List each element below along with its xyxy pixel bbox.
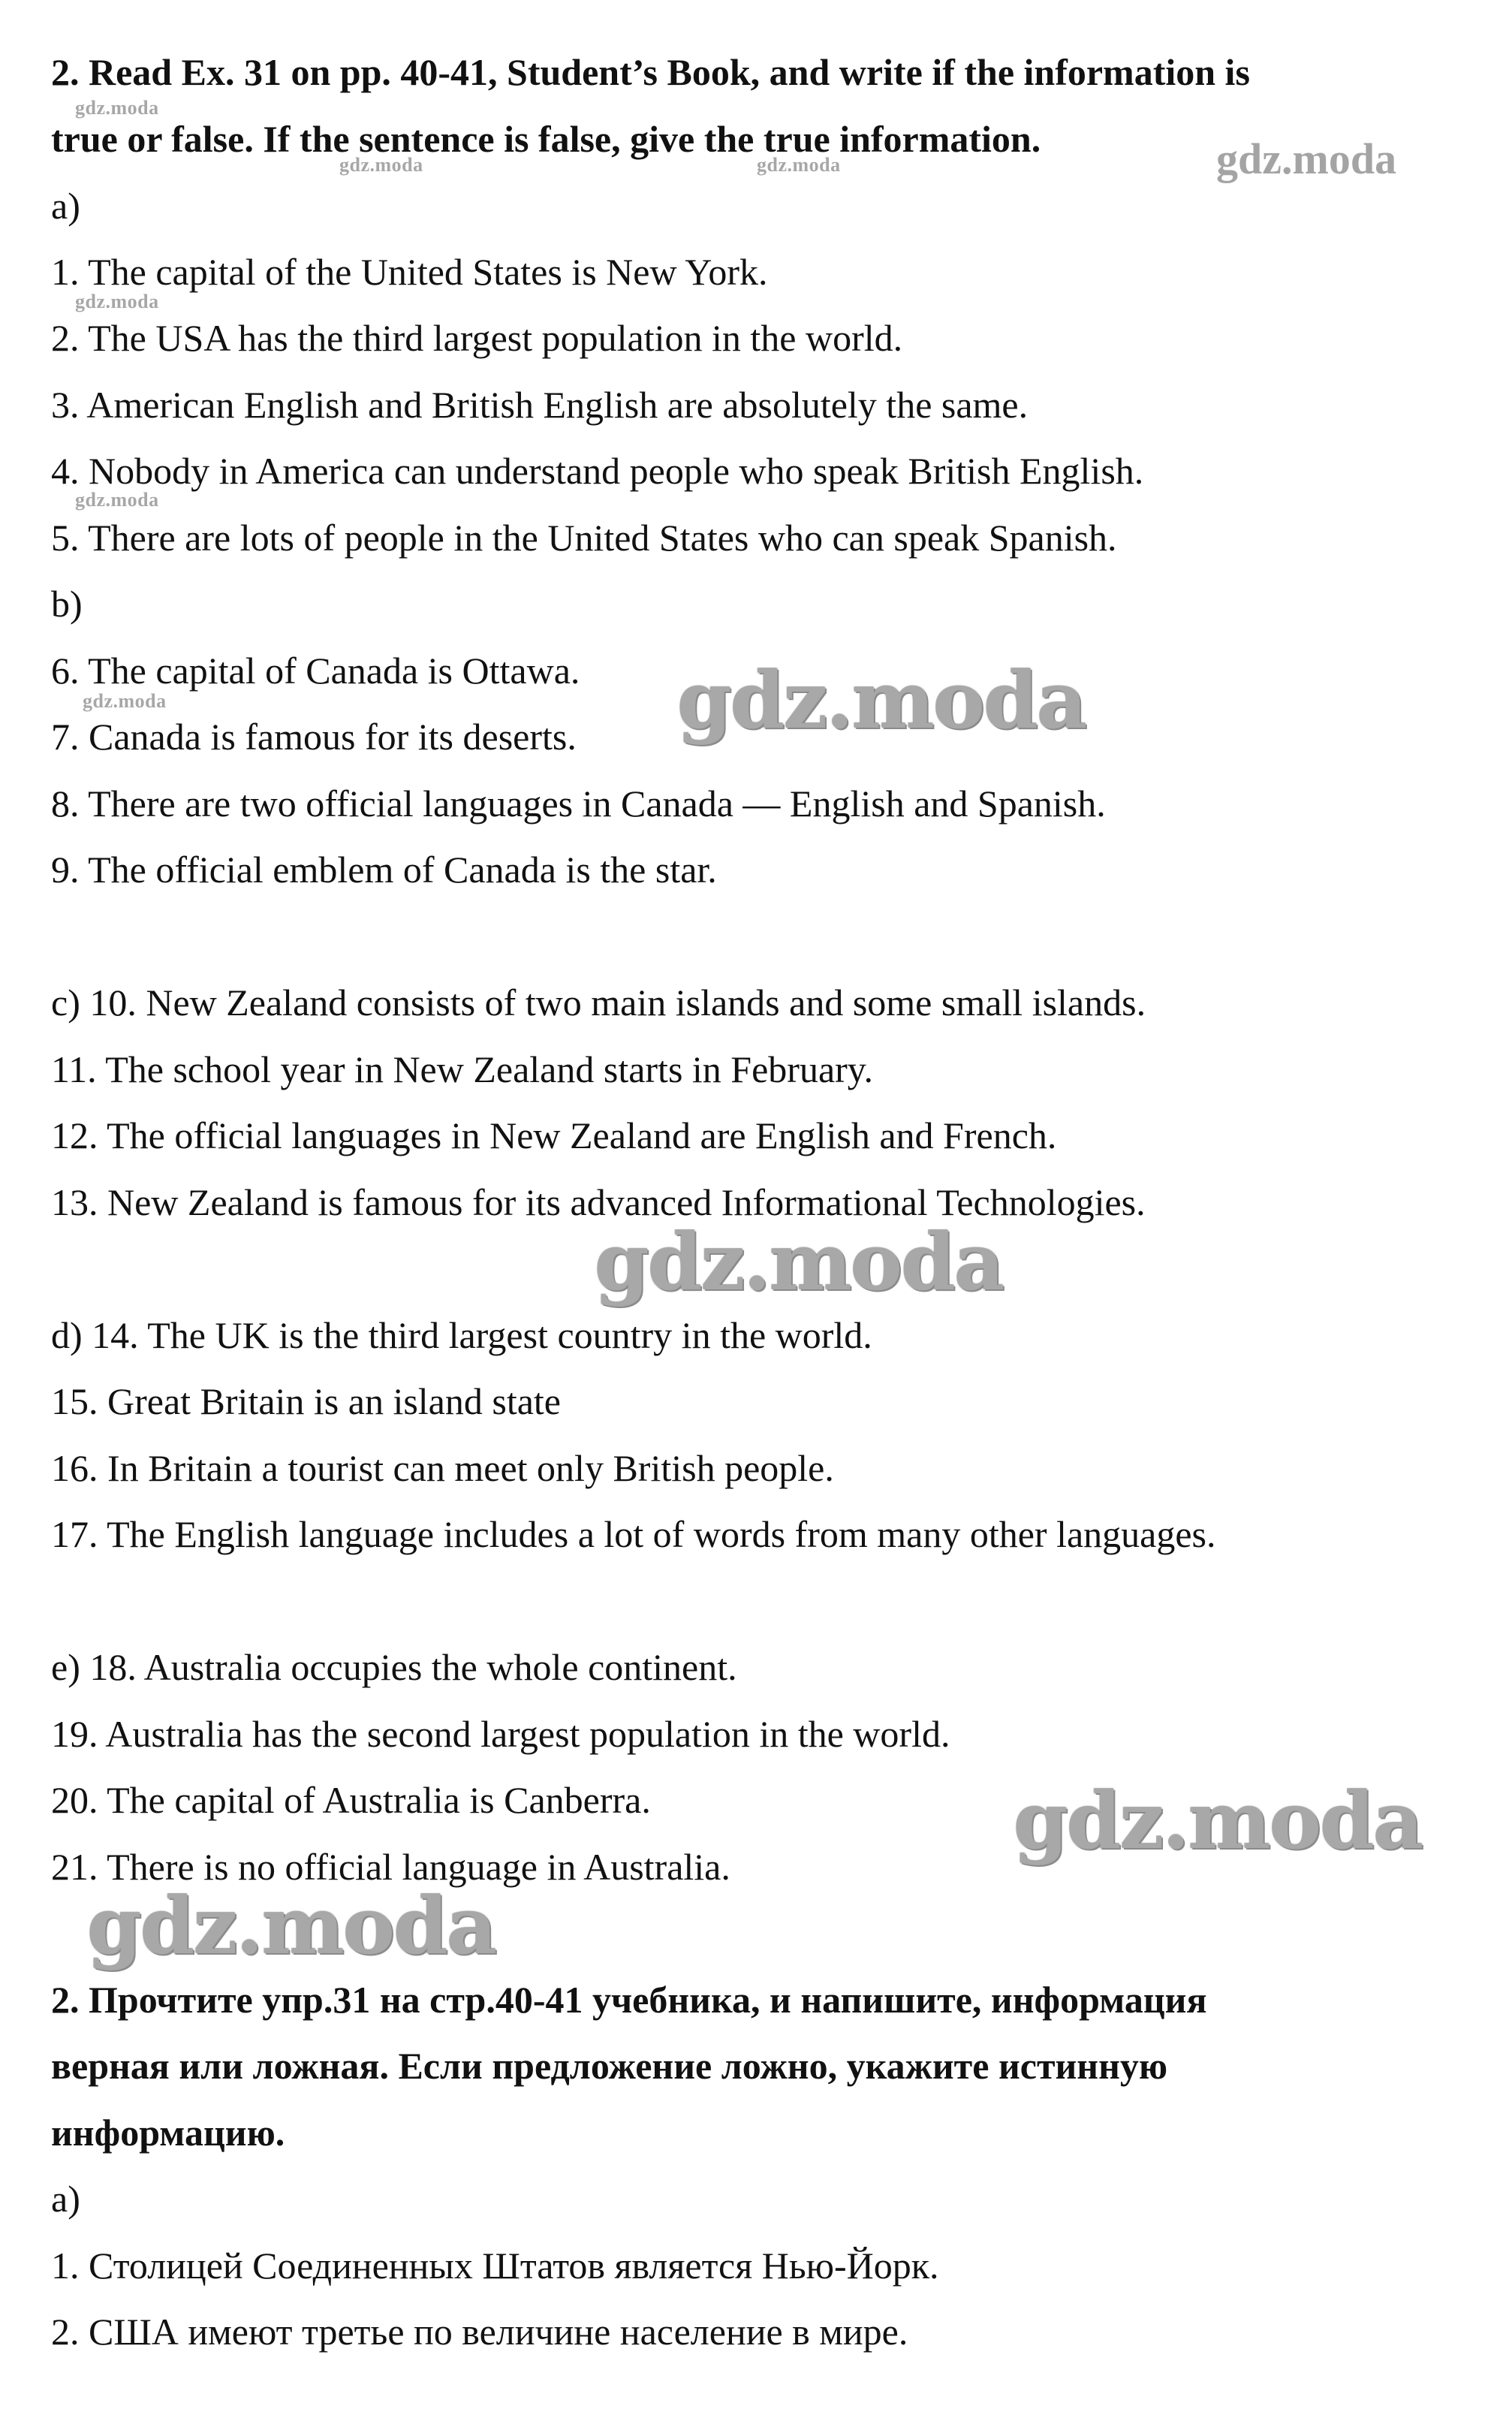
watermark: gdz.moda bbox=[87, 1880, 496, 1972]
watermark: gdz.moda bbox=[1216, 134, 1397, 183]
watermark: gdz.moda bbox=[83, 690, 167, 712]
watermark: gdz.moda bbox=[757, 154, 841, 176]
exercise-heading-line-2: true or false. If the sentence is false, give the true information. bbox=[51, 118, 1041, 160]
section-label-b: b) bbox=[51, 583, 83, 625]
translation-statement-2: 2. США имеют третье по величине население в мире. bbox=[51, 2311, 908, 2353]
statement-4: 4. Nobody in America can understand people who speak British English. bbox=[51, 450, 1144, 492]
statement-14: d) 14. The UK is the third largest country in the world. bbox=[51, 1314, 872, 1356]
translation-heading-line-3: информацию. bbox=[51, 2112, 285, 2154]
statement-3: 3. American English and British English are absolutely the same. bbox=[51, 384, 1029, 426]
statement-6: 6. The capital of Canada is Ottawa. bbox=[51, 650, 580, 692]
statement-15: 15. Great Britain is an island state bbox=[51, 1380, 562, 1422]
translation-heading-line-1: 2. Прочтите упр.31 на стр.40-41 учебника, и напишите, информация bbox=[51, 1979, 1207, 2021]
exercise-heading-line-1: 2. Read Ex. 31 on pp. 40-41, Student’s Book, and write if the information is bbox=[51, 51, 1250, 93]
translation-heading-line-2: верная или ложная. Если предложение ложно, укажите истинную bbox=[51, 2045, 1168, 2087]
watermark: gdz.moda bbox=[75, 291, 159, 312]
statement-9: 9. The official emblem of Canada is the star. bbox=[51, 849, 717, 891]
statement-2: 2. The USA has the third largest population in the world. bbox=[51, 317, 903, 359]
watermark: gdz.moda bbox=[1014, 1774, 1423, 1867]
statement-18: e) 18. Australia occupies the whole continent. bbox=[51, 1646, 737, 1688]
statement-11: 11. The school year in New Zealand starts in February. bbox=[51, 1048, 874, 1090]
watermark: gdz.moda bbox=[75, 489, 159, 511]
statement-12: 12. The official languages in New Zealand are English and French. bbox=[51, 1114, 1057, 1156]
section-label-a: a) bbox=[51, 185, 80, 227]
statement-7: 7. Canada is famous for its deserts. bbox=[51, 716, 577, 758]
statement-20: 20. The capital of Australia is Canberra. bbox=[51, 1779, 651, 1821]
statement-21: 21. There is no official language in Australia. bbox=[51, 1846, 730, 1888]
watermark: gdz.moda bbox=[677, 654, 1086, 746]
watermark: gdz.moda bbox=[75, 97, 159, 119]
statement-13: 13. New Zealand is famous for its advanced Informational Technologies. bbox=[51, 1181, 1146, 1223]
statement-1: 1. The capital of the United States is New York. bbox=[51, 251, 768, 293]
translation-section-label-a: a) bbox=[51, 2178, 80, 2220]
statement-5: 5. There are lots of people in the United States who can speak Spanish. bbox=[51, 517, 1117, 559]
statement-16: 16. In Britain a tourist can meet only British people. bbox=[51, 1447, 834, 1489]
translation-statement-1: 1. Столицей Соединенных Штатов является Нью-Йорк. bbox=[51, 2245, 939, 2287]
watermark: gdz.moda bbox=[339, 154, 423, 176]
watermark: gdz.moda bbox=[595, 1216, 1004, 1308]
statement-10: c) 10. New Zealand consists of two main islands and some small islands. bbox=[51, 981, 1146, 1024]
statement-8: 8. There are two official languages in Canada — English and Spanish. bbox=[51, 782, 1106, 825]
statement-19: 19. Australia has the second largest population in the world. bbox=[51, 1713, 950, 1755]
statement-17: 17. The English language includes a lot of words from many other languages. bbox=[51, 1513, 1216, 1555]
